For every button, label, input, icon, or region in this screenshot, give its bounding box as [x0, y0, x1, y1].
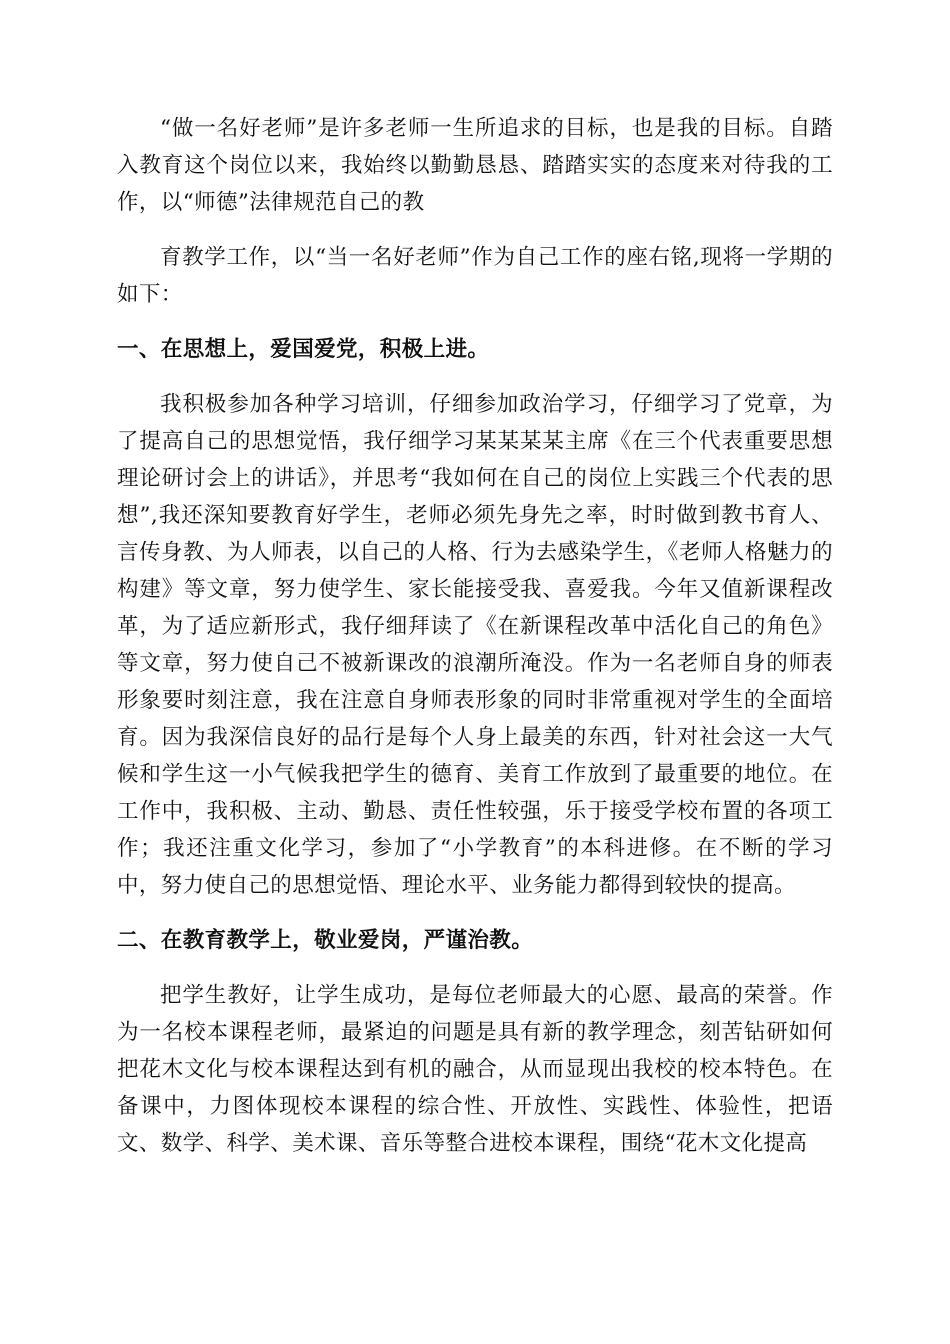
paragraph-gap	[117, 313, 833, 331]
document-page	[117, 110, 833, 1162]
section-1-heading: 一、在思想上，爱国爱党，积极上进。	[117, 337, 490, 362]
intro-paragraph-1: “做一名好老师”是许多老师一生所追求的目标，也是我的目标。自踏入教育这个岗位以来，我始终以勤勤恳恳、踏踏实实的态度来对待我的工作，以“师德”法律规范自己的教	[117, 116, 833, 215]
intro-paragraph-2: 育教学工作，以“当一名好老师”作为自己工作的座右铭,现将一学期的如下：	[117, 245, 833, 307]
section-1-body: 我积极参加各种学习培训，仔细参加政治学习，仔细学习了党章，为了提高自己的思想觉悟，我仔细学习某某某某主席《在三个代表重要思想理论研讨会上的讲话》，并思考“我如何在自己的岗位上实践三个代表的思想”,我还深知要教育好学生，老师必须先身先之率，时时做到教书育人、言传身教、为人师表，以自己的人格、行为去感染学生，《老师人格魅力的构建》等文章，努力使学生、家长能接受我、喜爱我。今年又值新课程改革，为了适应新形式，我仔细拜读了《在新课程改革中活化自己的角色》等文章，努力使自己不被新课改的浪潮所淹没。作为一名老师自身的师表形象要时刻注意，我在注意自身师表形象的同时非常重视对学生的全面培育。因为我深信良好的品行是每个人身上最美的东西，针对社会这一大气候和学生这一小气候我把学生的德育、美育工作放到了最重要的地位。在工作中，我积极、主动、勤恳、责任性较强，乐于接受学校布置的各项工作；我还注重文化学习，参加了“小学教育”的本科进修。在不断的学习中，努力使自己的思想觉悟、理论水平、业务能力都得到较快的提高。	[117, 392, 833, 898]
paragraph-gap	[117, 904, 833, 922]
section-2-heading: 二、在教育教学上，敬业爱岗，严谨治教。	[117, 928, 534, 953]
paragraph-gap	[117, 368, 833, 386]
section-2-body: 把学生教好，让学生成功，是每位老师最大的心愿、最高的荣誉。作为一名校本课程老师，最紧迫的问题是具有新的教学理念，刻苦钻研如何把花木文化与校本课程达到有机的融合，从而显现出我校的校本特色。在备课中，力图体现校本课程的综合性、开放性、实践性、体验性，把语文、数学、科学、美术课、音乐等整合进校本课程，围绕“花木文化提高	[117, 983, 833, 1156]
paragraph-gap	[117, 221, 833, 239]
paragraph-gap	[117, 959, 833, 977]
